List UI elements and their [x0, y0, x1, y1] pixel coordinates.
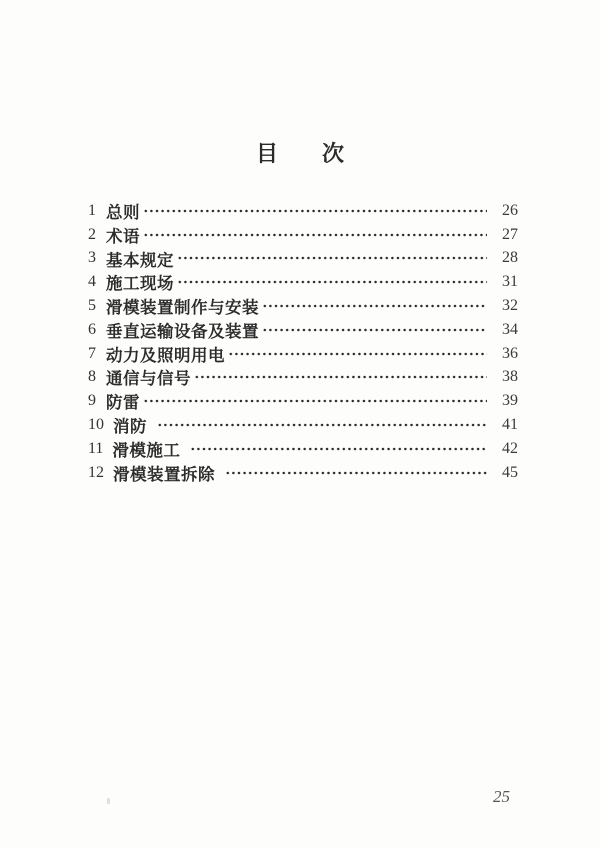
toc-entry-page: 32 — [502, 297, 518, 315]
toc-row — [88, 342, 518, 366]
toc-entry-page: 36 — [502, 344, 518, 362]
toc-entry-number: 6 — [88, 320, 96, 338]
toc-entry-title: 垂直运输设备及装置 — [106, 321, 259, 341]
toc-entry-number: 4 — [88, 273, 96, 291]
toc-entry-number: 9 — [88, 392, 96, 410]
toc-entry-page: 42 — [502, 439, 518, 457]
toc-entry-page: 28 — [502, 249, 518, 267]
toc-entry-number: 7 — [88, 344, 96, 362]
toc-entry-page: 34 — [502, 320, 518, 338]
toc-entry-number: 1 — [88, 201, 96, 219]
toc-entry-title: 术语 — [106, 226, 140, 246]
dot-leader — [190, 441, 487, 457]
toc-entry-number: 5 — [88, 297, 96, 315]
toc-row — [88, 223, 518, 247]
toc-row — [88, 413, 518, 437]
scan-artifact — [107, 798, 110, 804]
toc-entry-title: 消防 — [113, 417, 147, 437]
toc-entry-page: 27 — [502, 225, 518, 243]
toc-entry-page: 45 — [502, 463, 518, 481]
page-title: 目 次 — [255, 141, 344, 166]
dot-leader — [143, 203, 487, 219]
dot-leader — [177, 250, 487, 266]
toc-entry-page: 38 — [502, 368, 518, 386]
toc-entry-title: 通信与信号 — [106, 369, 191, 389]
toc-entry-number: 2 — [88, 225, 96, 243]
toc-entry-title: 总则 — [106, 202, 140, 222]
toc-entry-number: 8 — [88, 368, 96, 386]
toc-entry-page: 31 — [502, 273, 518, 291]
toc-entry-title: 滑模施工 — [112, 440, 181, 460]
toc-row — [88, 437, 518, 461]
toc-row — [88, 199, 518, 223]
dot-leader — [228, 346, 487, 362]
toc-row — [88, 294, 518, 318]
toc-entry-title: 滑模装置制作与安装 — [106, 298, 259, 318]
toc-entry-page: 39 — [502, 392, 518, 410]
dot-leader — [262, 298, 487, 314]
toc-entry-page: 41 — [502, 416, 518, 434]
toc-row — [88, 461, 518, 485]
dot-leader — [194, 369, 487, 385]
toc-row — [88, 389, 518, 413]
toc-entry-page: 26 — [502, 201, 518, 219]
toc-entry-title: 滑模装置拆除 — [113, 464, 215, 484]
dot-leader — [143, 393, 487, 409]
dot-leader — [262, 322, 487, 338]
toc-row — [88, 318, 518, 342]
dot-leader — [143, 227, 487, 243]
toc-row — [88, 270, 518, 294]
toc-entry-title: 防雷 — [106, 393, 140, 413]
toc-entry-number: 3 — [88, 249, 96, 267]
toc-row — [88, 247, 518, 271]
dot-leader — [177, 274, 487, 290]
dot-leader — [157, 417, 487, 433]
toc-entry-title: 施工现场 — [106, 274, 174, 294]
toc-row — [88, 366, 518, 390]
folio-page-number: 25 — [493, 787, 510, 806]
toc-entry-number: 11 — [88, 439, 104, 457]
toc-entry-title: 基本规定 — [106, 250, 174, 270]
dot-leader — [225, 465, 487, 481]
toc-entry-title: 动力及照明用电 — [106, 345, 225, 365]
table-of-contents — [88, 199, 518, 485]
toc-entry-number: 12 — [88, 463, 104, 481]
toc-entry-number: 10 — [88, 416, 104, 434]
